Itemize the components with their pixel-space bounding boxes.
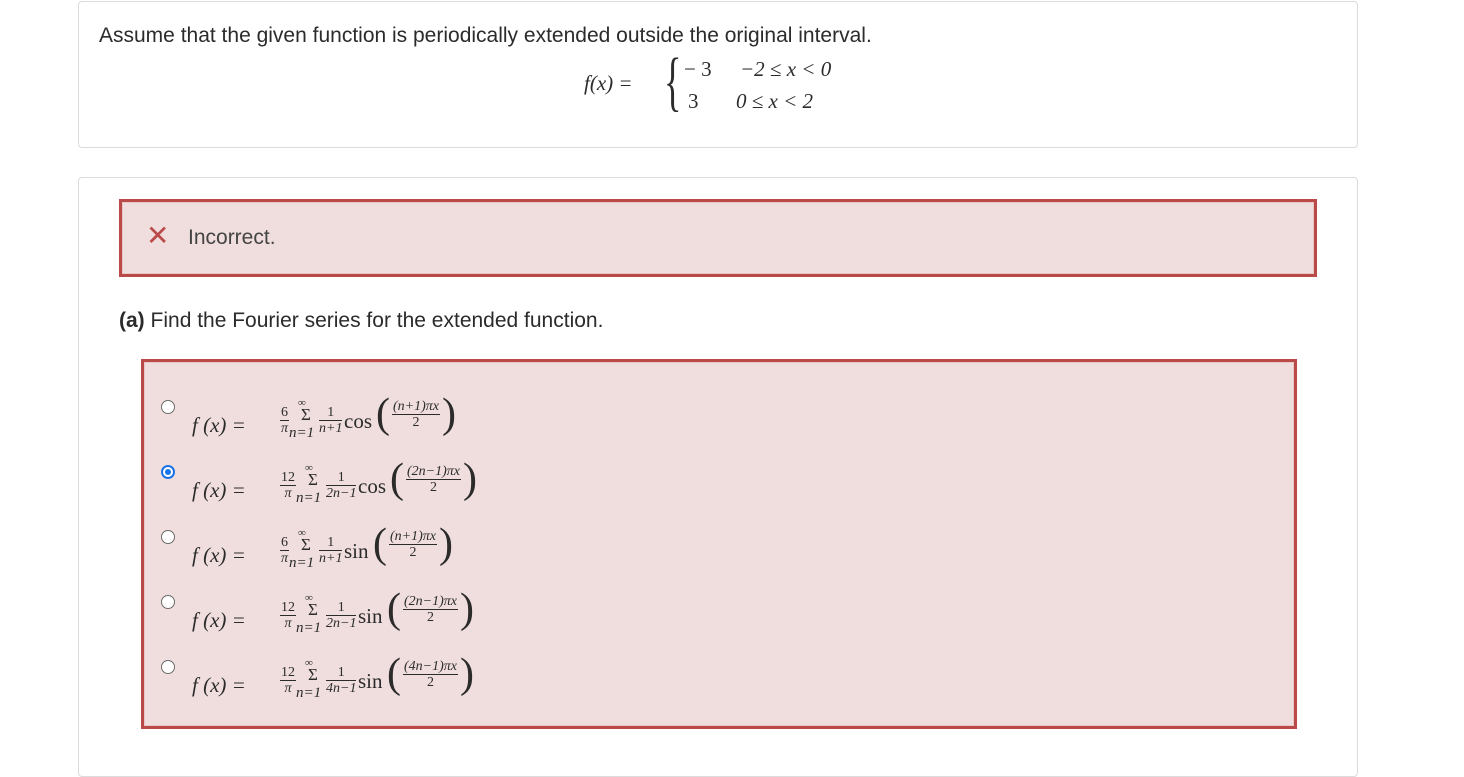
feedback-status: Incorrect. — [188, 226, 276, 249]
term-fraction — [319, 535, 342, 567]
summation-lower: n=1 — [296, 620, 322, 636]
answer-card — [78, 177, 1358, 777]
summation-lower: n=1 — [296, 490, 322, 506]
argument-numerator: (n+1)πx — [393, 399, 439, 414]
argument-fraction — [406, 464, 461, 496]
term-numerator: 1 — [319, 405, 342, 421]
coefficient-numerator: 6 — [281, 405, 288, 420]
piece-2-value: 3 — [688, 89, 699, 113]
summation-symbol: Σ — [308, 470, 318, 489]
answer-option-5[interactable] — [144, 635, 1294, 701]
feedback-banner — [119, 199, 1317, 277]
formula-lhs: f (x) = — [192, 673, 246, 697]
summation-lower: n=1 — [289, 425, 315, 441]
answer-option-3[interactable] — [144, 505, 1294, 571]
summation-lower: n=1 — [289, 555, 315, 571]
cross-icon: ✕ — [146, 220, 170, 251]
radio-button[interactable] — [161, 595, 175, 609]
piece-1-value: − 3 — [684, 57, 712, 81]
argument-fraction — [389, 529, 437, 561]
term-numerator: 1 — [326, 665, 356, 681]
left-paren: ( — [390, 456, 404, 502]
summation — [296, 592, 324, 636]
right-paren: ) — [460, 586, 474, 632]
argument-denominator: 2 — [403, 609, 458, 625]
coefficient-numerator: 12 — [281, 470, 295, 485]
term-numerator: 1 — [319, 535, 342, 551]
trig-function: sin — [358, 604, 383, 628]
coefficient-fraction — [280, 665, 296, 697]
summation-upper: ∞ — [305, 657, 313, 669]
question-card — [78, 1, 1358, 148]
piece-2-condition: 0 ≤ x < 2 — [736, 89, 814, 113]
left-paren: ( — [387, 586, 401, 632]
argument-numerator: (2n−1)πx — [404, 594, 457, 609]
coefficient-denominator: π — [280, 551, 288, 567]
argument-denominator: 2 — [406, 479, 461, 495]
term-numerator: 1 — [326, 600, 356, 616]
term-denominator: 2n−1 — [326, 616, 357, 632]
part-prompt — [119, 309, 603, 333]
term-fraction — [326, 665, 356, 697]
argument-denominator: 2 — [403, 674, 458, 690]
summation — [289, 397, 317, 441]
term-fraction — [326, 600, 356, 632]
answer-option-2[interactable] — [144, 440, 1294, 506]
term-fraction — [326, 470, 356, 502]
argument-denominator: 2 — [389, 544, 437, 560]
formula-lhs: f (x) = — [192, 608, 246, 632]
radio-button[interactable] — [161, 530, 175, 544]
left-paren: ( — [376, 391, 390, 437]
coefficient-fraction — [280, 405, 289, 437]
coefficient-fraction — [280, 470, 296, 502]
argument-numerator: (n+1)πx — [390, 529, 436, 544]
right-paren: ) — [439, 521, 453, 567]
left-paren: ( — [387, 651, 401, 697]
argument-numerator: (4n−1)πx — [404, 659, 457, 674]
summation-symbol: Σ — [308, 600, 318, 619]
question-prompt: Assume that the given function is periodically extended outside the original interval. — [99, 24, 872, 47]
answer-option-1[interactable] — [144, 375, 1294, 441]
coefficient-denominator: π — [284, 616, 292, 632]
radio-button[interactable] — [161, 400, 175, 414]
summation-symbol: Σ — [308, 665, 318, 684]
summation-upper: ∞ — [298, 527, 306, 539]
trig-function: sin — [344, 539, 369, 563]
argument-fraction — [392, 399, 440, 431]
argument-fraction — [403, 594, 458, 626]
term-denominator: n+1 — [319, 421, 343, 437]
coefficient-fraction — [280, 600, 296, 632]
coefficient-denominator: π — [284, 486, 292, 502]
right-paren: ) — [460, 651, 474, 697]
coefficient-numerator: 6 — [281, 535, 288, 550]
term-denominator: 4n−1 — [326, 681, 357, 697]
left-paren: ( — [373, 521, 387, 567]
term-fraction — [319, 405, 342, 437]
formula-lhs: f (x) = — [192, 413, 246, 437]
right-paren: ) — [442, 391, 456, 437]
piecewise-function — [584, 45, 884, 125]
argument-numerator: (2n−1)πx — [407, 464, 460, 479]
trig-function: cos — [344, 409, 372, 433]
coefficient-denominator: π — [284, 681, 292, 697]
term-numerator: 1 — [326, 470, 356, 486]
part-label: (a) — [119, 309, 145, 332]
function-lhs: f(x) = — [584, 71, 633, 95]
answer-choices — [141, 359, 1297, 729]
summation-upper: ∞ — [305, 592, 313, 604]
argument-denominator: 2 — [392, 414, 440, 430]
part-text: Find the Fourier series for the extended function. — [150, 309, 604, 332]
left-brace-icon: { — [664, 45, 682, 118]
radio-button[interactable] — [161, 660, 175, 674]
term-denominator: n+1 — [319, 551, 343, 567]
summation-symbol: Σ — [301, 535, 311, 554]
summation-lower: n=1 — [296, 685, 322, 701]
coefficient-numerator: 12 — [281, 665, 295, 680]
piece-1-condition: −2 ≤ x < 0 — [740, 57, 832, 81]
right-paren: ) — [463, 456, 477, 502]
trig-function: sin — [358, 669, 383, 693]
radio-button[interactable] — [161, 465, 175, 479]
coefficient-fraction — [280, 535, 289, 567]
summation-symbol: Σ — [301, 405, 311, 424]
coefficient-denominator: π — [280, 421, 288, 437]
trig-function: cos — [358, 474, 386, 498]
summation-upper: ∞ — [305, 462, 313, 474]
summation — [289, 527, 317, 571]
summation — [296, 657, 324, 701]
formula-lhs: f (x) = — [192, 478, 246, 502]
summation-upper: ∞ — [298, 397, 306, 409]
formula-lhs: f (x) = — [192, 543, 246, 567]
argument-fraction — [403, 659, 458, 691]
coefficient-numerator: 12 — [281, 600, 295, 615]
term-denominator: 2n−1 — [326, 486, 357, 502]
summation — [296, 462, 324, 506]
answer-option-4[interactable] — [144, 570, 1294, 636]
